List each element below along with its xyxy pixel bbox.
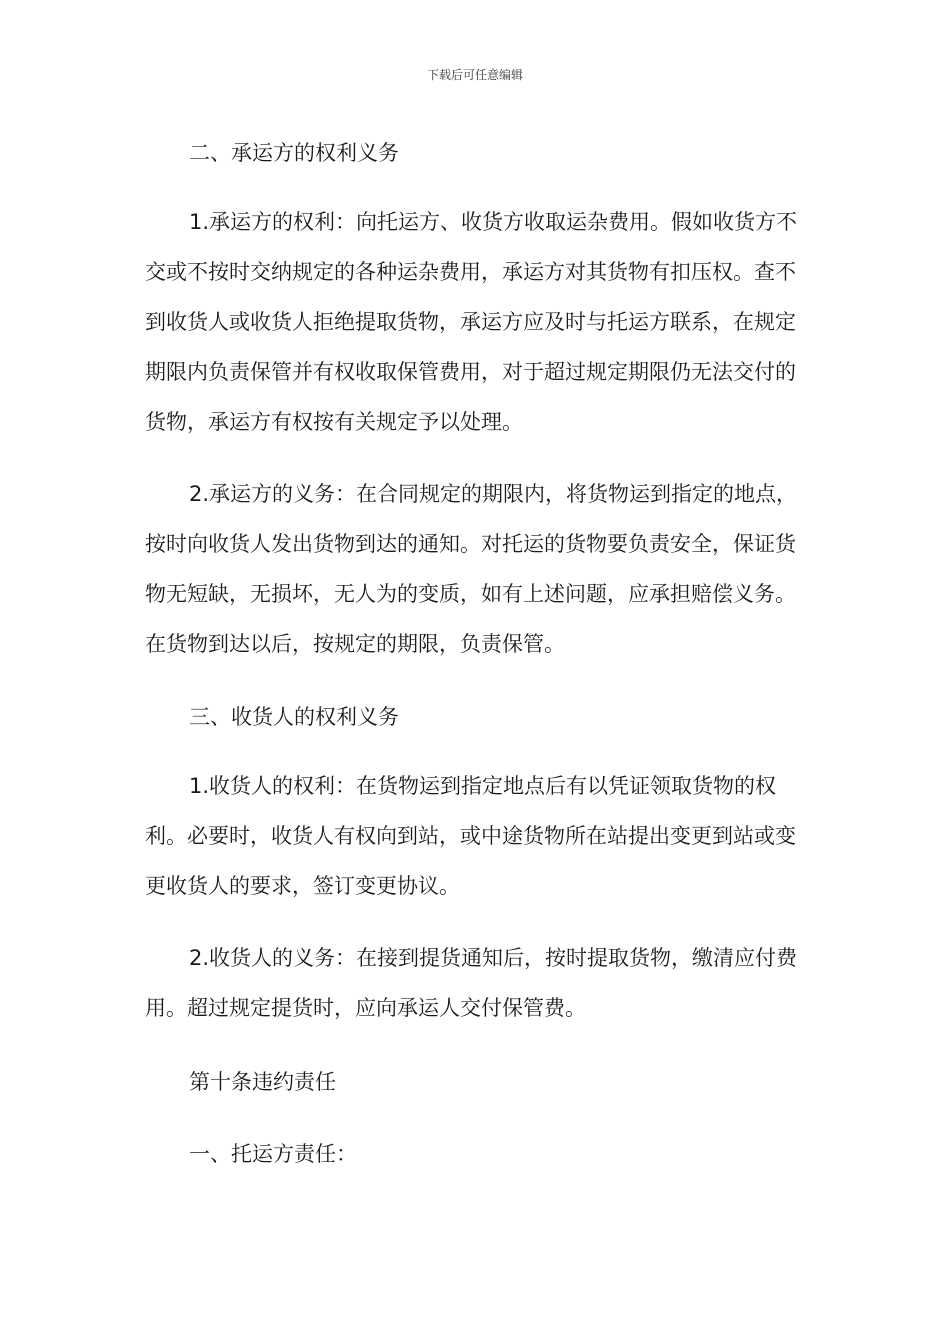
paragraph-carrier-duties: 2.承运方的义务：在合同规定的期限内，将货物运到指定的地点，按时向收货人发出货物到达的通知。对托运的货物要负责安全，保证货物无短缺，无损坏，无人为的变质，如有上述问题，应承担赔偿义务。在货物到达以后，按规定的期限，负责保管。 [145, 482, 798, 656]
page-header-note: 下载后可任意编辑 [426, 68, 523, 82]
section-heading-consignee: 三、收货人的权利义务 [189, 705, 399, 729]
paragraph-consignee-duties: 2.收货人的义务：在接到提货通知后，按时提取货物，缴清应付费用。超过规定提货时，应向承运人交付保管费。 [145, 946, 798, 1020]
article-heading: 第十条违约责任 [189, 1070, 336, 1094]
paragraph-consignee-rights: 1.收货人的权利：在货物运到指定地点后有以凭证领取货物的权利。必要时，收货人有权向到站，或中途货物所在站提出变更到站或变更收货人的要求，签订变更协议。 [145, 774, 796, 898]
section-heading-carrier: 二、承运方的权利义务 [189, 141, 399, 165]
subsection-heading-shipper-liability: 一、托运方责任： [189, 1142, 357, 1166]
paragraph-carrier-rights: 1.承运方的权利：向托运方、收货方收取运杂费用。假如收货方不交或不按时交纳规定的各种运杂费用，承运方对其货物有扣压权。查不到收货人或收货人拒绝提取货物，承运方应及时与托运方联系，在规定期限内负责保管并有权收取保管费用，对于超过规定期限仍无法交付的货物，承运方有权按有关规定予以处理。 [145, 210, 798, 434]
